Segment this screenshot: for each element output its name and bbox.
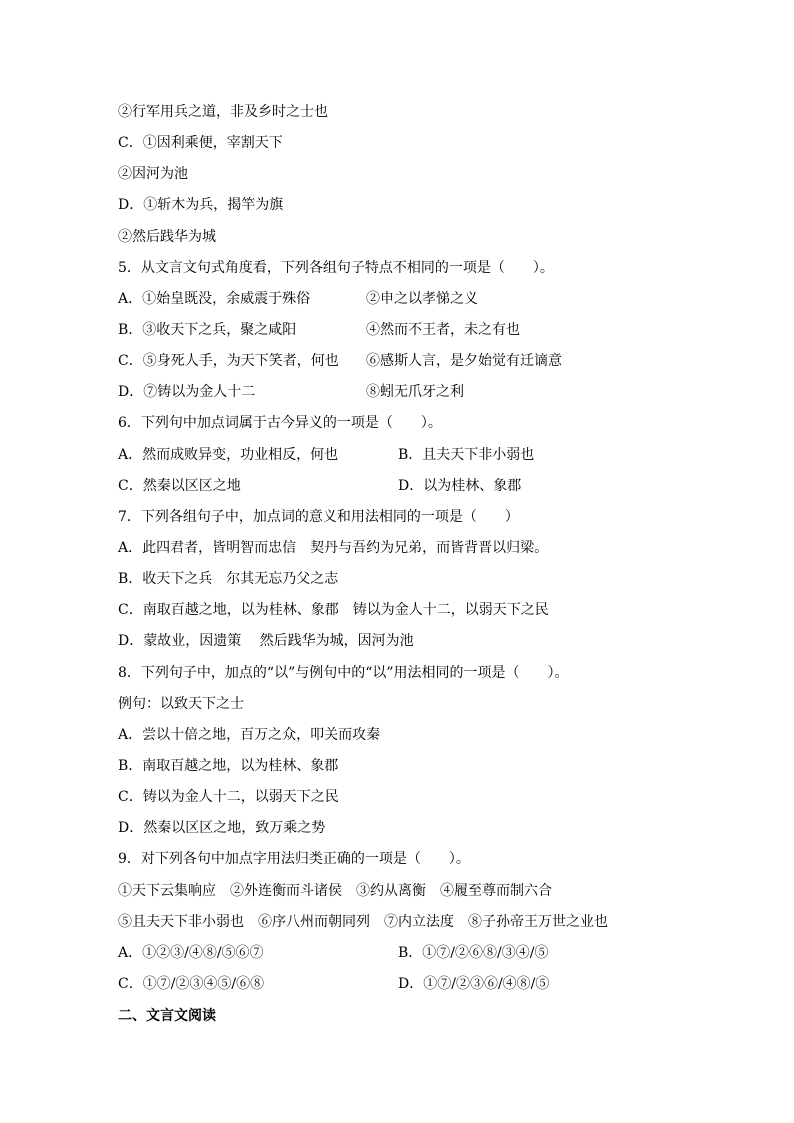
text-line <box>118 788 339 806</box>
text-line <box>118 290 478 308</box>
text-line <box>118 570 338 588</box>
line-right-option: B．①⑦/②⑥⑧/③④/⑤ <box>398 945 549 961</box>
text-line <box>118 819 325 837</box>
line-text: 9．对下列各句中加点字用法归类正确的一项是（ ）。 <box>118 851 470 867</box>
text-line <box>118 664 569 682</box>
line-text: A．①②③/④⑧/⑤⑥⑦ <box>118 945 264 961</box>
text-line <box>118 757 338 775</box>
line-right-option: ④然而不王者，未之有也 <box>366 322 520 338</box>
text-line <box>118 944 549 962</box>
line-text: A．然而成败异变，功业相反，何也 <box>118 447 339 463</box>
line-text: 5．从文言文句式角度看，下列各组句子特点不相同的一项是（ ）。 <box>118 260 554 276</box>
text-line <box>118 196 283 214</box>
line-right-option: D．①⑦/②③⑥/④⑧/⑤ <box>398 976 550 992</box>
line-text: B．南取百越之地，以为桂林、象郡 <box>118 758 339 774</box>
text-line <box>118 850 470 868</box>
line-right-option: ②申之以孝悌之义 <box>366 291 478 307</box>
line-text: ①天下云集响应 ②外连衡而斗诸侯 ③约从离衡 ④履至尊而制六合 <box>118 883 552 899</box>
text-line <box>118 321 520 339</box>
line-text: D．⑦铸以为金人十二 <box>118 384 256 400</box>
text-line <box>118 975 550 993</box>
line-text: C．铸以为金人十二，以弱天下之民 <box>118 789 339 805</box>
line-right-option: D．以为桂林、象郡 <box>398 478 522 494</box>
line-right-option: ⑥感斯人言，是夕始觉有迁谪意 <box>366 353 562 369</box>
line-text: A．①始皇既没，余威震于殊俗 <box>118 291 311 307</box>
line-text: A．此四君者，皆明智而忠信 契丹与吾约为兄弟，而皆背晋以归梁。 <box>118 540 549 556</box>
text-line <box>118 882 552 900</box>
text-line <box>118 539 548 557</box>
line-text: 7．下列各组句子中，加点词的意义和用法相同的一项是（ ） <box>118 509 519 525</box>
text-line <box>118 259 554 277</box>
line-text: B．③收天下之兵，聚之咸阳 <box>118 322 297 338</box>
text-line <box>118 726 380 744</box>
line-text: ②因河为池 <box>118 166 188 182</box>
line-text: C．然秦以区区之地 <box>118 478 241 494</box>
line-text: ⑤且夫天下非小弱也 ⑥序八州而朝同列 ⑦内立法度 ⑧子孙帝王万世之业也 <box>118 914 608 930</box>
line-text: D．①斩木为兵，揭竿为旗 <box>118 197 284 213</box>
text-line <box>118 383 464 401</box>
text-line <box>118 632 414 650</box>
text-line <box>118 508 519 526</box>
line-text: A．尝以十倍之地，百万之众，叩关而攻秦 <box>118 727 381 743</box>
text-line <box>118 134 283 152</box>
line-text: D．蒙故业，因遗策 然后践华为城，因河为池 <box>118 633 414 649</box>
text-line <box>118 228 216 246</box>
line-text: C．⑤身死人手，为天下笑者，何也 <box>118 353 339 369</box>
text-line <box>118 414 442 432</box>
line-text: 二、文言文阅读 <box>118 1008 216 1024</box>
text-line <box>118 477 522 495</box>
line-text: C．南取百越之地，以为桂林、象郡 铸以为金人十二，以弱天下之民 <box>118 602 549 618</box>
line-right-option: ⑧蚓无爪牙之利 <box>366 384 464 400</box>
line-text: 例句：以致天下之士 <box>118 696 244 712</box>
line-text: ②然后践华为城 <box>118 229 216 245</box>
text-line <box>118 913 608 931</box>
line-text: D．然秦以区区之地，致万乘之势 <box>118 820 326 836</box>
line-text: C．①因利乘便，宰割天下 <box>118 135 283 151</box>
text-line <box>118 165 188 183</box>
text-line <box>118 695 244 713</box>
line-text: B．收天下之兵 尔其无忘乃父之志 <box>118 571 339 587</box>
text-line <box>118 446 535 464</box>
line-text: ②行军用兵之道，非及乡时之士也 <box>118 104 328 120</box>
text-line <box>118 352 562 370</box>
line-text: 8．下列句子中，加点的“以”与例句中的“以”用法相同的一项是（ ）。 <box>118 665 569 681</box>
text-line <box>118 601 549 619</box>
text-line <box>118 103 328 121</box>
line-text: 6．下列句中加点词属于古今异义的一项是（ ）。 <box>118 415 442 431</box>
line-text: C．①⑦/②③④⑤/⑥⑧ <box>118 976 265 992</box>
section-heading <box>118 1007 216 1025</box>
line-right-option: B．且夫天下非小弱也 <box>398 447 535 463</box>
